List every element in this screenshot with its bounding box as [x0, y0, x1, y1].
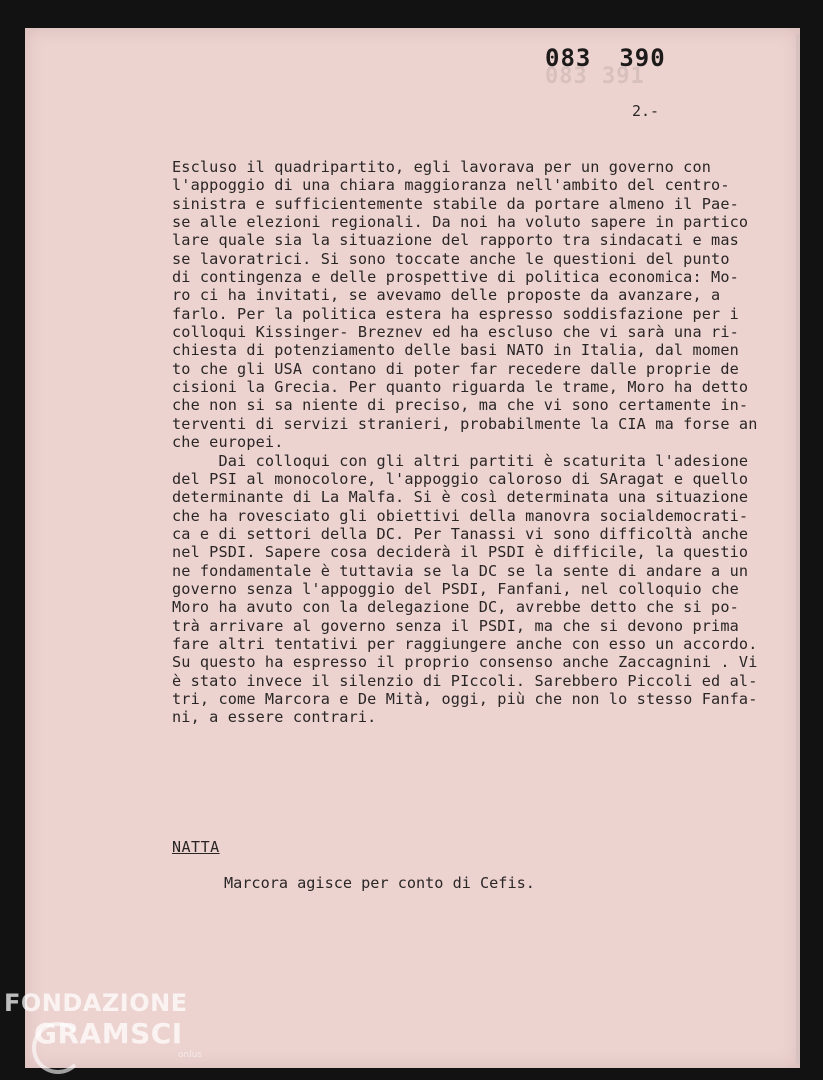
text-line: se alle elezioni regionali. Da noi ha voluto sapere in partico — [172, 213, 749, 232]
text-line: ni, a essere contrari. — [172, 708, 377, 727]
text-line: cisioni la Grecia. Per quanto riguarda le trame, Moro ha detto — [172, 378, 749, 397]
document-number — [545, 44, 666, 72]
text-line: l'appoggio di una chiara maggioranza nell'ambito del centro- — [172, 176, 730, 195]
watermark-line-1: FONDAZIONE — [4, 989, 188, 1017]
text-line: Su questo ha espresso il proprio consenso anche Zaccagnini . Vi — [172, 653, 758, 672]
text-line: del PSI al monocolore, l'appoggio caloroso di SAragat e quello — [172, 469, 749, 488]
speaker-statement: Marcora agisce per conto di Cefis. — [224, 874, 535, 892]
text-line: terventi di servizi stranieri, probabilmente la CIA ma forse an — [172, 414, 758, 433]
document-number-left: 083 — [545, 44, 592, 72]
text-line: sinistra e sufficientemente stabile da portare almeno il Pae- — [172, 194, 739, 213]
text-line: ro ci ha invitati, se avevamo delle proposte da avanzare, a — [172, 286, 721, 305]
text-line: di contingenza e delle prospettive di politica economica: Mo- — [172, 268, 739, 287]
text-line: che europei. — [172, 433, 284, 452]
page-number: 2.- — [632, 102, 660, 120]
text-line: determinante di La Malfa. Si è così determinata una situazione — [172, 488, 749, 507]
text-line: lare quale sia la situazione del rapporto tra sindacati e mas — [172, 231, 739, 250]
speaker-name: NATTA — [172, 838, 220, 856]
text-line: governo senza l'appoggio del PSDI, Fanfani, nel colloquio che — [172, 579, 739, 598]
text-line: ca e di settori della DC. Per Tanassi vi sono difficoltà anche — [172, 524, 749, 543]
watermark-logo — [4, 988, 203, 1060]
text-line: trà arrivare al governo senza il PSDI, ma che si devono prima — [172, 616, 739, 635]
text-line: Escluso il quadripartito, egli lavorava per un governo con — [172, 158, 712, 176]
text-line: nel PSDI. Sapere cosa deciderà il PSDI è difficile, la questio — [172, 543, 749, 562]
text-line: fare altri tentativi per raggiungere anche con esso un accordo. — [172, 634, 758, 653]
body-text — [172, 158, 787, 727]
text-line: che ha rovesciato gli obiettivi della manovra socialdemocrati- — [172, 506, 749, 525]
text-line: Dai colloqui con gli altri partiti è scaturita l'adesione — [172, 451, 749, 470]
text-line: Moro ha avuto con la delegazione DC, avrebbe detto che si po- — [172, 598, 739, 617]
text-line: è stato invece il silenzio di PIccoli. Sarebbero Piccoli ed al- — [172, 671, 758, 690]
watermark-line-2: GRAMSCI — [34, 1017, 183, 1050]
text-line: colloqui Kissinger- Breznev ed ha escluso che vi sarà una ri- — [172, 323, 739, 342]
text-line: tri, come Marcora e De Mità, oggi, più che non lo stesso Fanfa- — [172, 689, 758, 708]
watermark-ring-icon — [32, 1022, 84, 1074]
document-number-right: 390 — [619, 44, 666, 72]
bleed-through-number: 083 391 — [545, 64, 645, 89]
watermark-line-3: onlus — [178, 1050, 203, 1060]
text-line: chiesta di potenziamento delle basi NATO in Italia, dal momen — [172, 341, 739, 360]
text-line: farlo. Per la politica estera ha espresso soddisfazione per i — [172, 304, 739, 323]
text-line: to che gli USA contano di poter far recedere dalle proprie de — [172, 359, 739, 378]
text-line: se lavoratrici. Si sono toccate anche le questioni del punto — [172, 249, 730, 268]
text-line: che non si sa niente di preciso, ma che vi sono certamente in- — [172, 396, 749, 415]
text-line: ne fondamentale è tuttavia se la DC se la sente di andare a un — [172, 561, 749, 580]
paper-edge — [796, 34, 800, 1064]
